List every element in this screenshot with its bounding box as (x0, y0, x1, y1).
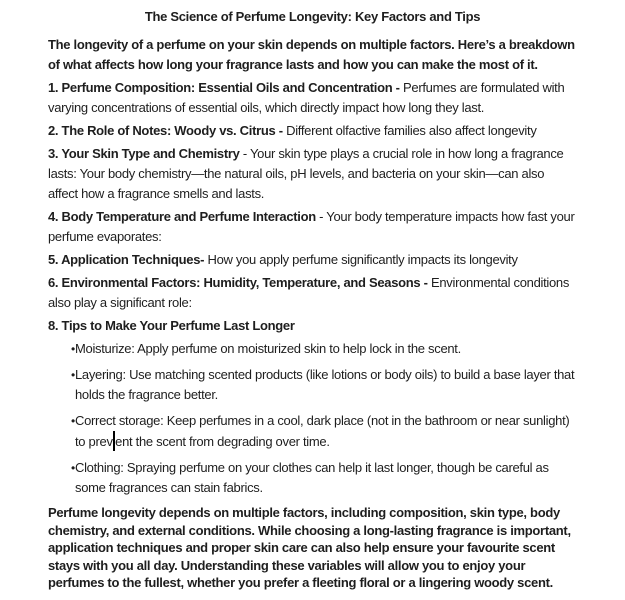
closing-paragraph[interactable]: Perfume longevity depends on multiple factors, including composition, skin type, body chemistry, and external conditions. While choosing a long-lasting fragrance is important, application techniques and proper skin care can also help ensure your favourite scent stays with you all day. Understanding these variables will allow you to enjoy your perfumes to the fullest, whether you prefer a fleeting floral or a lingering woody scent. (48, 505, 571, 590)
bullet-text (75, 411, 577, 452)
section-body-1: Perfumes are formulated with varying concentrations of essential oils, which directly impact how long they last. (48, 80, 565, 115)
section-body-4: - Your body temperature impacts how fast your perfume evaporates: (48, 209, 575, 244)
section-heading-5: 5. Application Techniques- (48, 252, 205, 267)
bullet-text: Clothing: Spraying perfume on your clothes can help it last longer, though be careful as some fragrances can stain fabrics. (75, 460, 549, 495)
section-heading-1: 1. Perfume Composition: Essential Oils and Concentration - (48, 80, 400, 95)
bullet-text-before-cursor: Correct storage: Keep perfumes in a cool, dark place (not in the bathroom or near sunlight) to prev (75, 413, 570, 449)
bullet-marker-icon: • (71, 368, 75, 382)
section-heading-3: 3. Your Skin Type and Chemistry (48, 146, 240, 161)
bullet-marker-icon: • (71, 414, 75, 428)
tips-heading[interactable]: 8. Tips to Make Your Perfume Last Longer (48, 318, 295, 333)
section-heading-4: 4. Body Temperature and Perfume Interaction (48, 209, 316, 224)
section-body-2: Different olfactive families also affect longevity (282, 123, 537, 138)
section-paragraph-1[interactable] (48, 78, 577, 118)
section-paragraph-6[interactable] (48, 273, 577, 313)
bullet-marker-icon: • (71, 342, 75, 356)
bullet-item-clothing[interactable] (48, 458, 577, 498)
section-body-5: How you apply perfume significantly impacts its longevity (204, 252, 518, 267)
intro-paragraph[interactable]: The longevity of a perfume on your skin depends on multiple factors. Here’s a breakdown of what affects how long your fragrance lasts and how you can make the most of it. (48, 37, 575, 72)
section-paragraph-2[interactable] (48, 121, 577, 141)
bullet-marker-icon: • (71, 461, 75, 475)
bullet-text: Layering: Use matching scented products (like lotions or body oils) to build a base layer that holds the fragrance better. (75, 367, 575, 402)
section-heading-6: 6. Environmental Factors: Humidity, Temperature, and Seasons - (48, 275, 428, 290)
section-paragraph-5[interactable] (48, 250, 577, 270)
tips-list (48, 339, 577, 498)
bullet-item-moisturize[interactable] (48, 339, 577, 359)
bullet-text: Moisturize: Apply perfume on moisturized skin to help lock in the scent. (75, 341, 461, 356)
section-heading-2: 2. The Role of Notes: Woody vs. Citrus - (48, 123, 283, 138)
section-body-6: Environmental conditions also play a significant role: (48, 275, 570, 310)
section-paragraph-3[interactable] (48, 144, 577, 204)
bullet-text-after-cursor: ent the scent from degrading over time. (115, 434, 330, 449)
section-body-3: - Your skin type plays a crucial role in how long a fragrance lasts: Your body chemistry—the natural oils, pH levels, and bacteria on your skin—can also affect how a fragrance smells and lasts. (48, 146, 564, 201)
section-paragraph-4[interactable] (48, 207, 577, 247)
bullet-item-correct-storage[interactable] (48, 411, 577, 452)
document-title[interactable]: The Science of Perfume Longevity: Key Factors and Tips (144, 9, 481, 24)
bullet-item-layering[interactable] (48, 365, 577, 405)
